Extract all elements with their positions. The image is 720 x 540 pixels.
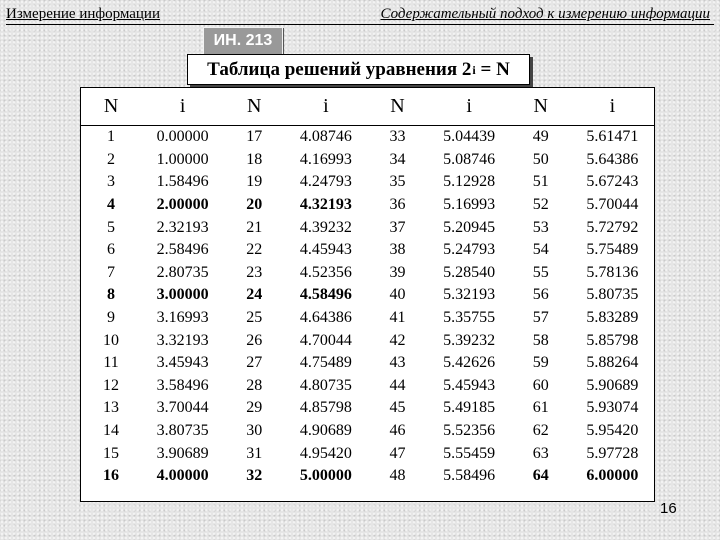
cell-i: 4.64386 xyxy=(299,309,352,327)
cell-n: 2 xyxy=(107,150,116,168)
cell-i: 4.16993 xyxy=(299,150,352,168)
cell-n: 9 xyxy=(107,309,116,327)
cell-n: 40 xyxy=(389,286,406,304)
cell-i: 5.20945 xyxy=(443,218,496,236)
cell-n: 50 xyxy=(532,150,549,168)
table-header-row xyxy=(81,88,654,126)
cell-i: 5.49185 xyxy=(443,399,496,417)
cell-i: 5.58496 xyxy=(443,467,496,485)
cell-n: 37 xyxy=(389,218,406,236)
table-title-suffix: = N xyxy=(475,58,510,80)
cell-n: 29 xyxy=(246,399,263,417)
slide-code-label: ИН. 213 xyxy=(203,27,283,55)
cell-i: 5.61471 xyxy=(586,128,639,146)
cell-i: 4.08746 xyxy=(299,128,352,146)
cell-n: 60 xyxy=(532,376,549,394)
cell-i: 5.55459 xyxy=(443,444,496,462)
cell-i: 3.70044 xyxy=(156,399,209,417)
cell-n: 5 xyxy=(107,218,116,236)
cell-i: 5.80735 xyxy=(586,286,639,304)
cell-n: 31 xyxy=(246,444,263,462)
cell-n: 41 xyxy=(389,309,406,327)
cell-n: 24 xyxy=(246,286,263,304)
cell-i: 5.52356 xyxy=(443,422,496,440)
cell-n: 11 xyxy=(103,354,119,372)
solutions-table xyxy=(81,88,654,488)
cell-i: 3.00000 xyxy=(156,286,209,304)
cell-i: 3.45943 xyxy=(156,354,209,372)
cell-n: 13 xyxy=(103,399,120,417)
cell-i: 5.16993 xyxy=(443,196,496,214)
cell-i: 3.58496 xyxy=(156,376,209,394)
column-header-n: N xyxy=(81,88,141,126)
cell-n: 43 xyxy=(389,354,406,372)
table-row xyxy=(81,465,654,488)
cell-i: 5.83289 xyxy=(586,309,639,327)
cell-n: 19 xyxy=(246,173,263,191)
cell-n: 59 xyxy=(532,354,549,372)
cell-i: 4.39232 xyxy=(299,218,352,236)
cell-i: 4.80735 xyxy=(299,376,352,394)
cell-i: 5.28540 xyxy=(443,263,496,281)
table-body xyxy=(81,126,654,488)
cell-n: 58 xyxy=(532,331,549,349)
cell-n: 46 xyxy=(389,422,406,440)
cell-n: 14 xyxy=(103,422,120,440)
column-header-i: i xyxy=(141,88,224,126)
cell-i: 5.85798 xyxy=(586,331,639,349)
cell-i: 6.00000 xyxy=(586,467,639,485)
cell-i: 5.08746 xyxy=(443,150,496,168)
table-title: Таблица решений уравнения 2 i = N xyxy=(187,54,530,85)
cell-i: 4.95420 xyxy=(299,444,352,462)
cell-n: 22 xyxy=(246,241,263,259)
page-number: 16 xyxy=(660,500,677,517)
cell-i: 5.97728 xyxy=(586,444,639,462)
cell-n: 44 xyxy=(389,376,406,394)
cell-i: 5.88264 xyxy=(586,354,639,372)
cell-i: 5.75489 xyxy=(586,241,639,259)
table-row xyxy=(81,352,654,375)
cell-i: 4.45943 xyxy=(299,241,352,259)
cell-i: 4.00000 xyxy=(156,467,209,485)
cell-n: 23 xyxy=(246,263,263,281)
table-row xyxy=(81,284,654,307)
cell-i: 4.58496 xyxy=(299,286,352,304)
table-title-text: Таблица решений уравнения 2 xyxy=(207,58,472,80)
cell-i: 5.32193 xyxy=(443,286,496,304)
table-row xyxy=(81,307,654,330)
cell-n: 45 xyxy=(389,399,406,417)
cell-n: 57 xyxy=(532,309,549,327)
cell-i: 4.70044 xyxy=(299,331,352,349)
cell-i: 4.24793 xyxy=(299,173,352,191)
cell-n: 48 xyxy=(389,467,406,485)
cell-n: 4 xyxy=(107,196,116,214)
cell-i: 4.75489 xyxy=(299,354,352,372)
cell-n: 39 xyxy=(389,263,406,281)
cell-i: 5.35755 xyxy=(443,309,496,327)
cell-n: 35 xyxy=(389,173,406,191)
cell-n: 55 xyxy=(532,263,549,281)
cell-n: 1 xyxy=(107,128,116,146)
cell-i: 5.04439 xyxy=(443,128,496,146)
cell-n: 36 xyxy=(389,196,406,214)
cell-i: 4.85798 xyxy=(299,399,352,417)
cell-n: 10 xyxy=(103,331,120,349)
column-header-i: i xyxy=(428,88,511,126)
solutions-table-container xyxy=(80,87,655,502)
cell-n: 20 xyxy=(246,196,263,214)
cell-i: 3.32193 xyxy=(156,331,209,349)
cell-i: 0.00000 xyxy=(156,128,209,146)
cell-i: 5.45943 xyxy=(443,376,496,394)
cell-i: 5.12928 xyxy=(443,173,496,191)
cell-n: 8 xyxy=(107,286,116,304)
column-header-n: N xyxy=(511,88,571,126)
cell-n: 52 xyxy=(532,196,549,214)
cell-n: 6 xyxy=(107,241,116,259)
cell-n: 16 xyxy=(103,467,120,485)
cell-n: 63 xyxy=(532,444,549,462)
table-row xyxy=(81,442,654,465)
cell-n: 61 xyxy=(532,399,549,417)
cell-i: 3.80735 xyxy=(156,422,209,440)
cell-i: 4.32193 xyxy=(299,196,352,214)
cell-n: 38 xyxy=(389,241,406,259)
cell-n: 28 xyxy=(246,376,263,394)
header-section-title: Измерение информации xyxy=(6,6,160,22)
cell-n: 12 xyxy=(103,376,120,394)
cell-n: 26 xyxy=(246,331,263,349)
table-row xyxy=(81,171,654,194)
cell-n: 30 xyxy=(246,422,263,440)
cell-n: 64 xyxy=(532,467,549,485)
cell-i: 5.93074 xyxy=(586,399,639,417)
header-topic-title: Содержательный подход к измерению информации xyxy=(380,6,710,22)
cell-i: 2.32193 xyxy=(156,218,209,236)
table-row xyxy=(81,397,654,420)
cell-i: 5.95420 xyxy=(586,422,639,440)
cell-n: 27 xyxy=(246,354,263,372)
cell-n: 54 xyxy=(532,241,549,259)
cell-i: 2.80735 xyxy=(156,263,209,281)
cell-i: 1.58496 xyxy=(156,173,209,191)
cell-n: 18 xyxy=(246,150,263,168)
cell-n: 3 xyxy=(107,173,116,191)
cell-n: 21 xyxy=(246,218,263,236)
cell-n: 56 xyxy=(532,286,549,304)
cell-n: 47 xyxy=(389,444,406,462)
cell-n: 42 xyxy=(389,331,406,349)
table-row xyxy=(81,375,654,398)
cell-i: 5.90689 xyxy=(586,376,639,394)
table-row xyxy=(81,126,654,149)
cell-i: 4.90689 xyxy=(299,422,352,440)
column-header-n: N xyxy=(224,88,284,126)
cell-n: 49 xyxy=(532,128,549,146)
cell-i: 3.16993 xyxy=(156,309,209,327)
cell-n: 7 xyxy=(107,263,116,281)
table-row xyxy=(81,420,654,443)
cell-i: 4.52356 xyxy=(299,263,352,281)
cell-i: 5.64386 xyxy=(586,150,639,168)
cell-n: 15 xyxy=(103,444,120,462)
table-row xyxy=(81,329,654,352)
cell-i: 5.42626 xyxy=(443,354,496,372)
cell-i: 5.39232 xyxy=(443,331,496,349)
cell-i: 5.78136 xyxy=(586,263,639,281)
table-row xyxy=(81,239,654,262)
cell-n: 17 xyxy=(246,128,263,146)
cell-i: 5.72792 xyxy=(586,218,639,236)
cell-n: 33 xyxy=(389,128,406,146)
column-header-i: i xyxy=(284,88,367,126)
cell-n: 34 xyxy=(389,150,406,168)
column-header-i: i xyxy=(571,88,654,126)
table-row xyxy=(81,262,654,285)
cell-n: 53 xyxy=(532,218,549,236)
cell-i: 5.67243 xyxy=(586,173,639,191)
cell-n: 32 xyxy=(246,467,263,485)
table-row xyxy=(81,149,654,172)
cell-i: 5.00000 xyxy=(299,467,352,485)
cell-i: 3.90689 xyxy=(156,444,209,462)
cell-i: 2.00000 xyxy=(156,196,209,214)
cell-i: 2.58496 xyxy=(156,241,209,259)
slide-header xyxy=(6,4,714,25)
cell-i: 5.24793 xyxy=(443,241,496,259)
cell-i: 5.70044 xyxy=(586,196,639,214)
table-row xyxy=(81,216,654,239)
cell-n: 62 xyxy=(532,422,549,440)
cell-n: 25 xyxy=(246,309,263,327)
cell-n: 51 xyxy=(532,173,549,191)
column-header-n: N xyxy=(367,88,427,126)
cell-i: 1.00000 xyxy=(156,150,209,168)
table-row xyxy=(81,194,654,217)
